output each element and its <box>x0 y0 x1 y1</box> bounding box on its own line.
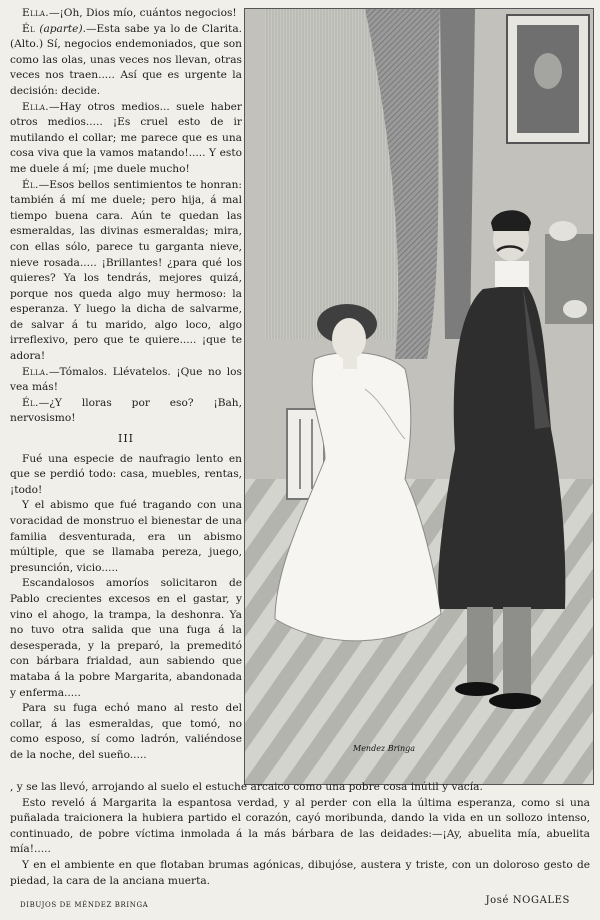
section-heading: III <box>117 432 135 446</box>
dialogue-line: Ella.—¡Oh, Dios mío, cuántos negocios! <box>22 7 237 19</box>
narrative-paragraph: Esto reveló á Margarita la espantosa verdad, y al perder con ella la última esperanza, como si una puñalada traicionera la hubiera partido el corazón, cayó moribunda, dando la vida en un sollozo intenso, continuado, de pobre víctima inmolada á la más bárbara de las deidades:—¡Ay, abuelita mía, abuelita mía!..... <box>10 796 590 856</box>
dialogue-column <box>10 6 242 764</box>
narrative-paragraph: Y el abismo que fué tragando con una voracidad de monstruo el bienestar de una familia desventurada, era un abismo múltiple, que se llamaba pereza, juego, presunción, vicio..... <box>10 499 242 574</box>
dialogue-line: Ella.—Hay otros medios... suele haber otros medios..... ¡Es cruel esto de ir mutilando el collar; me parece que es una cosa viva que la vamos matando!..... Y esto me duele á mí; ¡me duele mucho! <box>10 100 242 175</box>
dialogue-line: Ella.—Tómalos. Llévatelos. ¡Que no los vea más! <box>10 365 242 394</box>
narrative-paragraph: Escandalosos amoríos solicitaron de Pablo crecientes excesos en el gastar, y vino el ahogo, la trampa, la deshonra. Ya no tuvo otra salida que una fuga á la desesperada, y la preparó, la premeditó con bárbara frialdad, aun sabiendo que mataba á la pobre Margarita, abandonada y enferma..... <box>10 577 242 699</box>
author-credit: José NOGALES <box>485 895 570 906</box>
illustrator-credit: DIBUJOS DE MÉNDEZ BRINGA <box>20 901 149 909</box>
illustration <box>244 8 594 785</box>
illustration-drawing <box>245 9 593 784</box>
dialogue-line: Él.—Esos bellos sentimientos te honran: también á mí me duele; pero hija, á mal tiempo buena cara. Aún te quedan las esmeraldas, las divinas esmeraldas; mira, con ellas sólo, parece tu garganta nieve, nieve rosada..... ¡Brillantes! ¿para qué los quieres? Ya los tendrás, mejores quizá, porque nos queda algo muy hermoso: la esperanza. Y luego la dicha de salvarme, de salvar á tu marido, algo loco, algo irreflexivo, pero que te quiere..... ¡que te adora! <box>10 178 242 363</box>
artist-signature: Mendez Bringa <box>353 744 415 753</box>
narrative-paragraph: Para su fuga echó mano al resto del collar, á las esmeraldas, que tomó, no como esposo, sí como ladrón, valiéndose de la noche, del sueño..... <box>10 702 242 761</box>
narrative-continuation: , y se las llevó, arrojando al suelo el estuche arcaico como una pobre cosa inútil y vacía. <box>10 781 483 793</box>
dialogue-line: Él.—¿Y lloras por eso? ¡Bah, nervosismo! <box>10 396 242 425</box>
bottom-text-block <box>10 780 590 889</box>
narrative-paragraph: Fué una especie de naufragio lento en que se perdió todo: casa, muebles, rentas, ¡todo! <box>10 452 242 496</box>
dialogue-line: Él (aparte).—Esta sabe ya lo de Clarita. (Alto.) Sí, negocios endemoniados, que son como las olas, unas veces nos llevan, otras veces nos traen..... Así que es urgente la decisión: decide. <box>10 22 242 97</box>
narrative-paragraph: Y en el ambiente en que flotaban brumas agónicas, dibujóse, austera y triste, con un doloroso gesto de piedad, la cara de la anciana muerta. <box>10 858 590 887</box>
credits-line <box>10 895 590 911</box>
